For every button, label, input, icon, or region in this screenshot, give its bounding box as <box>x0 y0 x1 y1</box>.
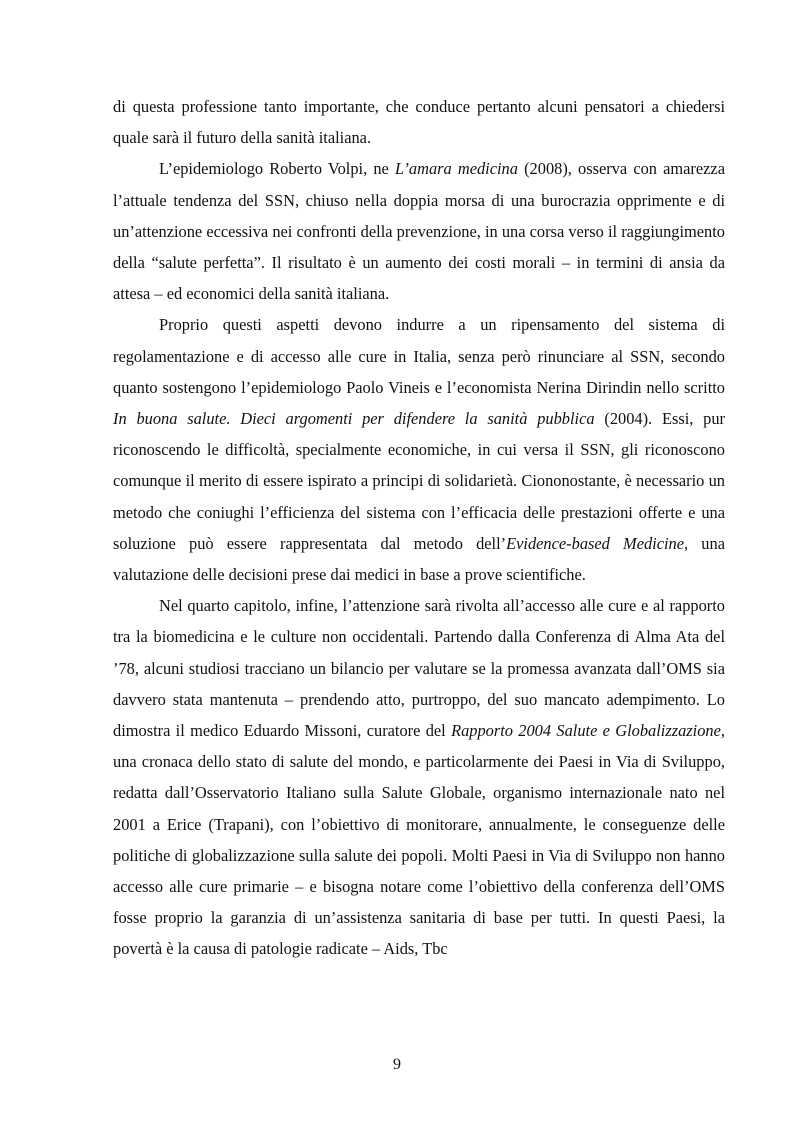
paragraph-text: , una valutazione delle decisioni prese dai medici in base a prove scientifiche. <box>113 533 725 585</box>
paragraph-text: L’epidemiologo Roberto Volpi, ne <box>159 159 395 179</box>
paragraph-text: , una cronaca dello stato di salute del mondo, e particolarmente dei Paesi in Via di Sviluppo, redatta dall’Osservatorio Italiano sulla Salute Globale, organismo internazionale nato nel 2001 a Erice (Trapani), con l’obiettivo di monitorare, annualmente, le conseguenze delle politiche di globalizzazione sulla salute dei popoli. Molti Paesi in Via di Sviluppo non hanno accesso alle cure primarie – e bisogna notare come l’obiettivo della conferenza dell’OMS fosse proprio la garanzia di un’assistenza sanitaria di base per tutti. In questi Paesi, la povertà è la causa di patologie radicate – Aids, Tbc <box>113 721 725 959</box>
paragraph <box>113 91 725 153</box>
paragraph <box>113 153 725 309</box>
book-title: L’amara medicina <box>394 159 518 179</box>
paragraph-text: (2008), osserva con amarezza l’attuale tendenza del SSN, chiuso nella doppia morsa di una burocrazia opprimente e di un’attenzione eccessiva nei confronti della prevenzione, in una corsa verso il raggiungimento della “salute perfetta”. Il risultato è un aumento dei costi morali – in termini di ansia da attesa – ed economici della sanità italiana. <box>113 159 725 304</box>
paragraph <box>113 309 725 590</box>
paragraph-text: Proprio questi aspetti devono indurre a un ripensamento del sistema di regolamentazione e di accesso alle cure in Italia, senza però rinunciare al SSN, secondo quanto sostengono l’epidemiologo Paolo Vineis e l’economista Nerina Dirindin nello scritto <box>113 315 725 397</box>
paragraph <box>113 590 725 964</box>
paragraph-text: (2004). Essi, pur riconoscendo le difficoltà, specialmente economiche, in cui versa il SSN, gli riconoscono comunque il merito di essere ispirato a principi di solidarietà. Ciononostante, è necessario un metodo che coniughi l’efficienza del sistema con l’efficacia delle prestazioni offerte e una soluzione può essere rappresentata dal metodo dell’ <box>113 409 726 553</box>
report-title: Rapporto 2004 Salute e Globalizzazione <box>451 721 721 741</box>
body-text <box>113 91 725 965</box>
paragraph-text: Nel quarto capitolo, infine, l’attenzione sarà rivolta all’accesso alle cure e al rapporto tra la biomedicina e le culture non occidentali. Partendo dalla Conferenza di Alma Ata del ’78, alcuni studiosi tracciano un bilancio per valutare se la promessa avanzata dall’OMS sia davvero stata mantenuta – prendendo atto, purtroppo, del suo mancato adempimento. Lo dimostra il medico Eduardo Missoni, curatore del <box>113 596 725 741</box>
page-number: 9 <box>393 1056 401 1073</box>
book-title: In buona salute. Dieci argomenti per difendere la sanità pubblica <box>113 409 595 429</box>
italic-term: Evidence-based Medicine <box>506 533 685 553</box>
paragraph-text: di questa professione tanto importante, che conduce pertanto alcuni pensatori a chiedersi quale sarà il futuro della sanità italiana. <box>113 97 725 148</box>
